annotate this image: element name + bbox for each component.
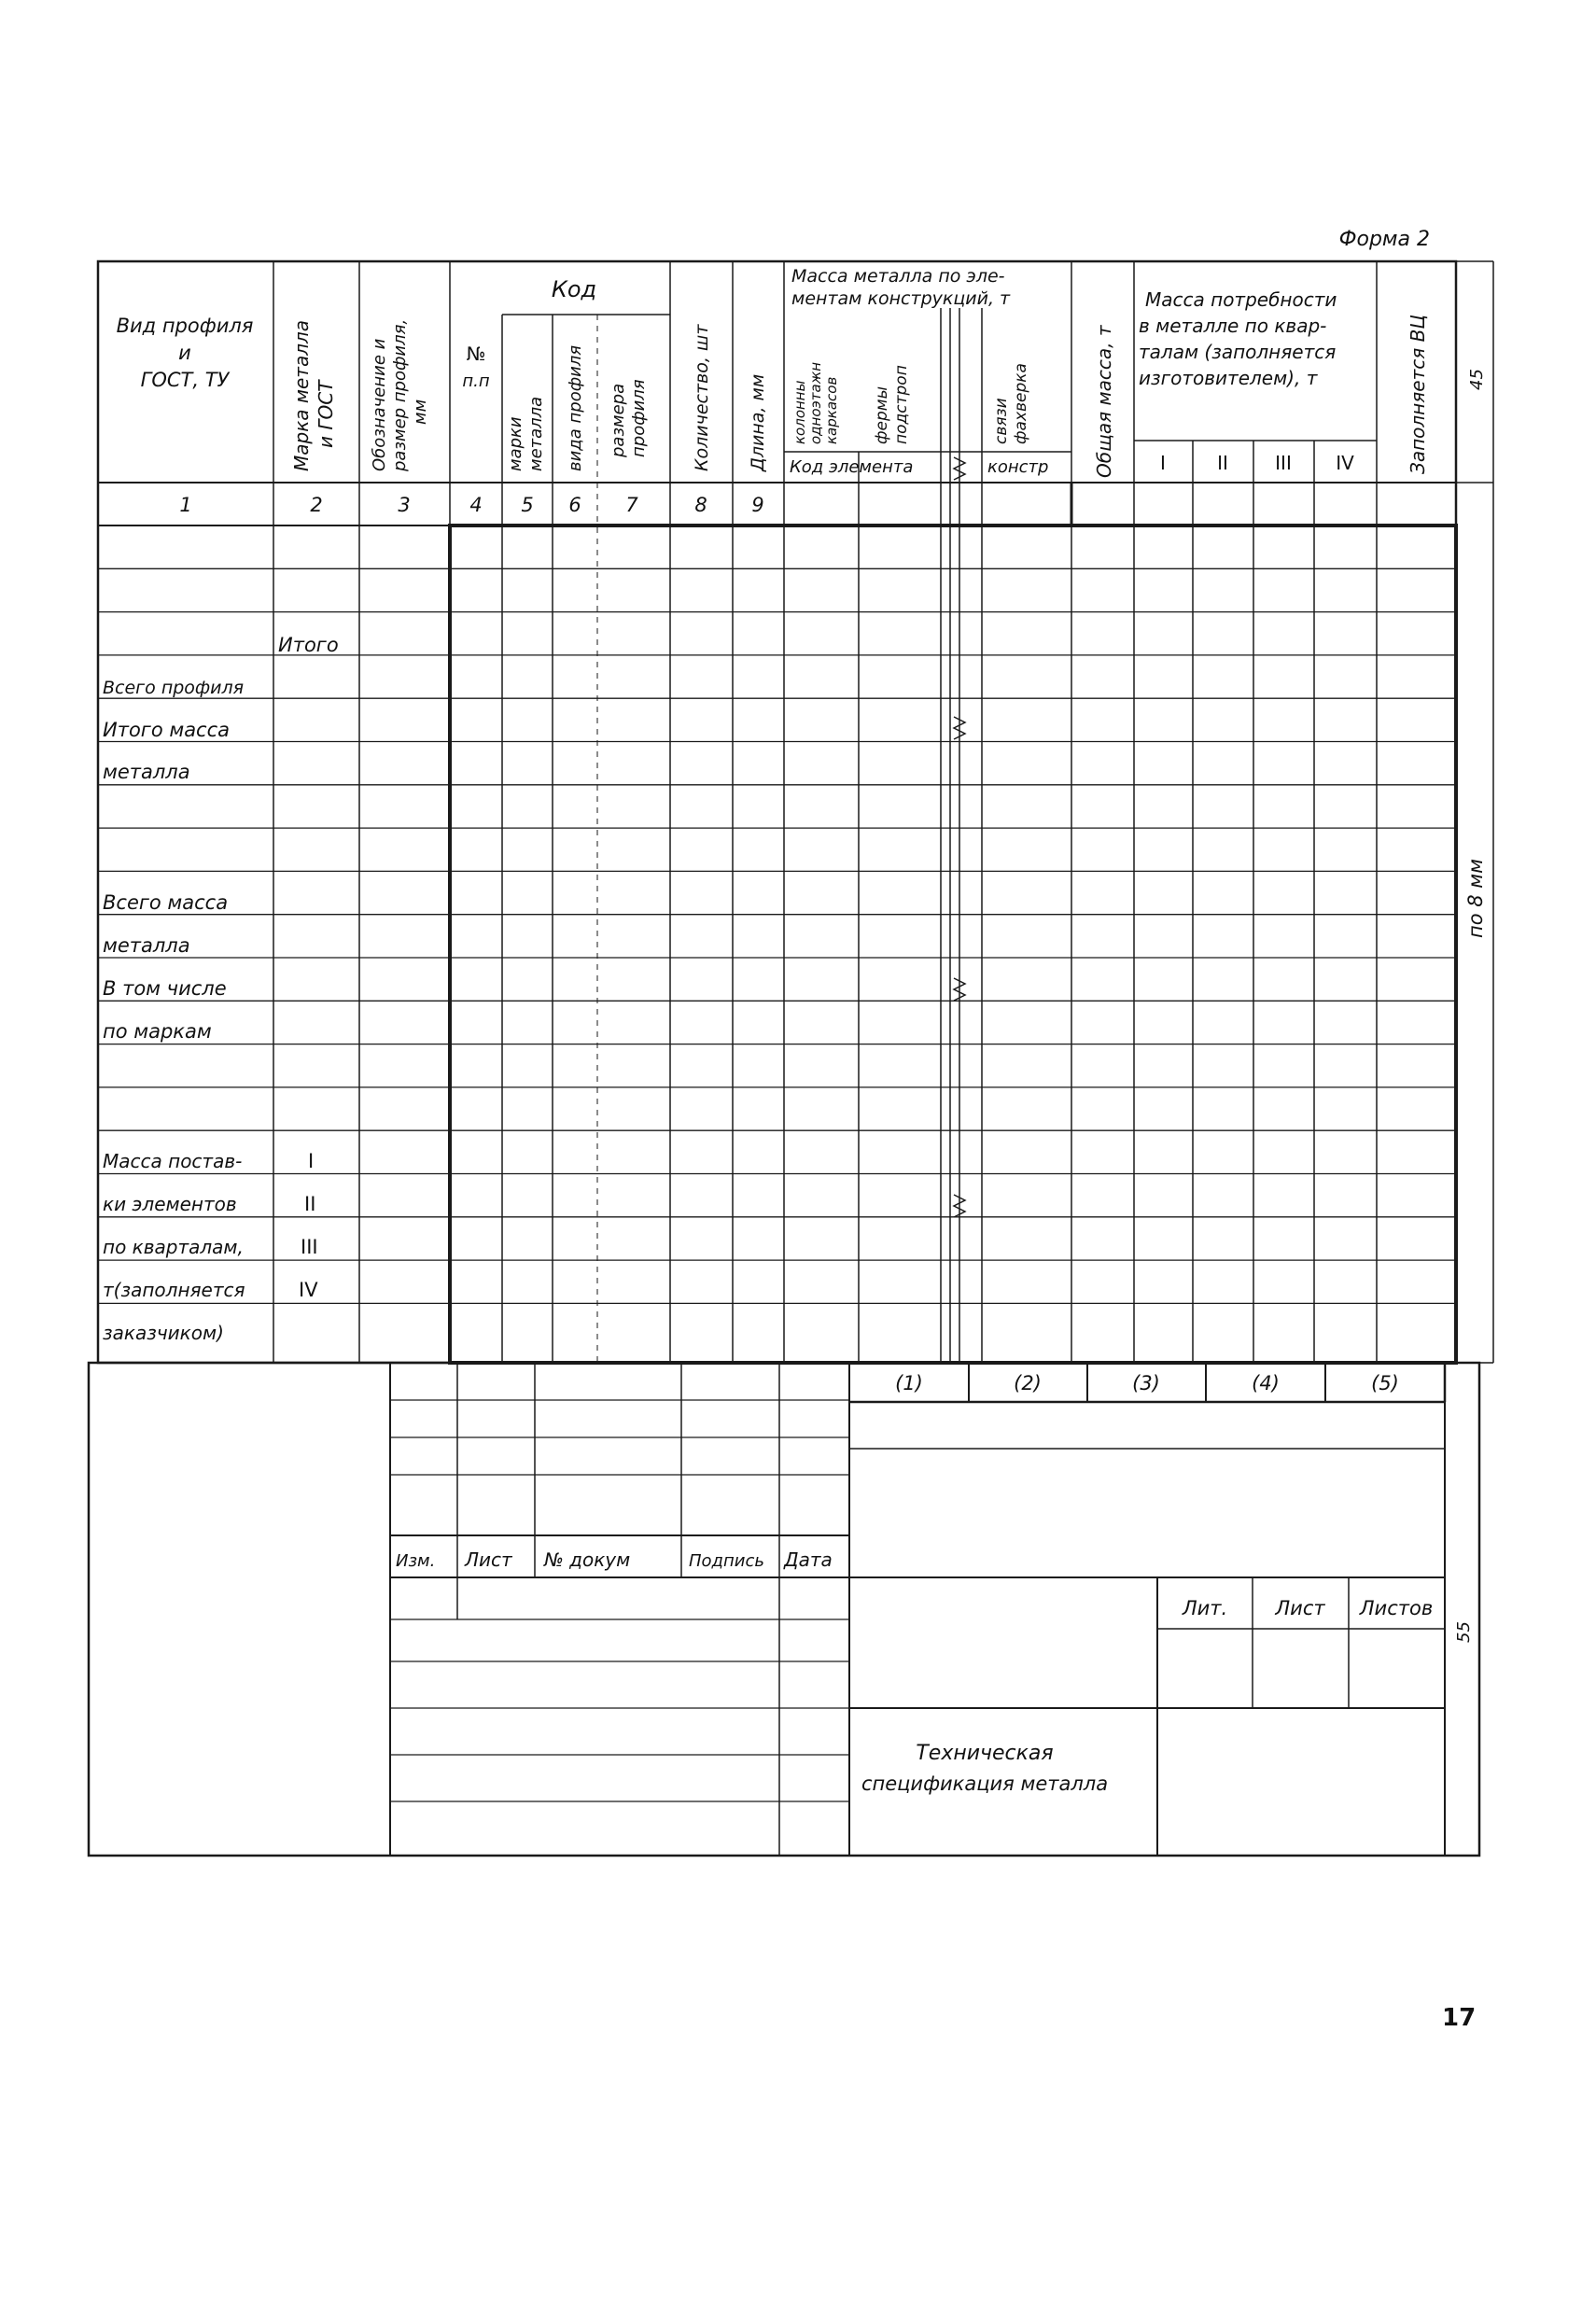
hdr-obshchaya: Общая масса, т <box>1093 325 1115 478</box>
hdr-massa-potr-1: Масса потребности <box>1145 288 1337 311</box>
hdr-kod: Код <box>551 276 597 302</box>
hdr-quarter-1: I <box>1160 452 1166 474</box>
hdr-oboznach-1: Обозначение и <box>370 338 389 471</box>
row-massa-postavki-3: по кварталам, <box>103 1236 244 1258</box>
hdr-massa-elem-1: Масса металла по эле- <box>791 266 1005 287</box>
hdr-oboznach-2: размер профиля, <box>390 318 410 471</box>
row-quarter-3: III <box>301 1236 318 1258</box>
column-number: 7 <box>625 494 638 516</box>
tb-title-2: спецификация металла <box>861 1773 1109 1795</box>
hdr-kod-razmera-2: профиля <box>629 379 649 457</box>
hdr-svyazi-1: связи <box>992 398 1011 444</box>
tb-data: Дата <box>784 1548 833 1571</box>
column-number: 6 <box>568 494 581 516</box>
row-massa-postavki-4: т(заполняется <box>103 1279 245 1301</box>
hdr-kod-razmera-1: размера <box>609 383 628 457</box>
row-vsego-massa-1: Всего масса <box>103 891 229 914</box>
hdr-quarter-2: II <box>1217 452 1228 474</box>
tb-izm: Изм. <box>396 1551 436 1571</box>
hdr-konstr: констр <box>987 457 1049 477</box>
hdr-vc: Заполняется ВЦ <box>1407 315 1429 474</box>
hdr-svyazi-2: фахверка <box>1012 363 1030 444</box>
column-number: 8 <box>694 494 707 516</box>
dim-55: 55 <box>1454 1621 1474 1643</box>
row-itogo: Итого <box>278 634 339 656</box>
tb-list-r: Лист <box>1275 1597 1325 1619</box>
column-number: 5 <box>521 494 534 516</box>
column-number: 9 <box>751 494 764 516</box>
tb-list: Лист <box>465 1548 512 1571</box>
row-massa-postavki-5: заказчиком) <box>103 1322 224 1344</box>
hdr-massa-potr-4: изготовителем), т <box>1139 367 1318 389</box>
title-block <box>89 1363 1479 1856</box>
column-number: 4 <box>469 494 483 516</box>
dim-8mm: по 8 мм <box>1464 859 1487 938</box>
page-number: 17 <box>1442 2004 1477 2032</box>
tb-col-3: (3) <box>1132 1372 1160 1394</box>
form-label: Форма 2 <box>1338 228 1430 251</box>
tb-title-1: Техническая <box>916 1742 1054 1765</box>
tb-listov: Листов <box>1359 1597 1434 1619</box>
row-v-tom-chisle-1: В том числе <box>103 977 227 1000</box>
column-number: 2 <box>310 494 323 516</box>
row-itogo-massa-2: металла <box>103 761 190 783</box>
hdr-num-2: п.п <box>462 371 490 391</box>
hdr-dlina: Длина, мм <box>748 373 768 471</box>
tb-col-1: (1) <box>895 1372 923 1394</box>
hdr-massa-potr-3: талам (заполняется <box>1139 341 1337 363</box>
tb-col-5: (5) <box>1371 1372 1399 1394</box>
hdr-vid-profile-3: ГОСТ, ТУ <box>140 369 230 391</box>
tb-col-4: (4) <box>1252 1372 1280 1394</box>
hdr-marka-2: и ГОСТ <box>315 380 337 448</box>
row-itogo-massa-1: Итого масса <box>103 719 231 741</box>
hdr-massa-elem-2: ментам конструкций, т <box>791 288 1011 309</box>
hdr-vid-profile-2: и <box>178 342 191 364</box>
tb-podpis: Подпись <box>689 1551 764 1571</box>
row-quarter-2: II <box>304 1193 316 1215</box>
hdr-num-1: № <box>466 343 486 365</box>
hdr-oboznach-3: мм <box>411 399 430 425</box>
row-vsego-profilya: Всего профиля <box>103 678 245 698</box>
tb-col-2: (2) <box>1014 1372 1042 1394</box>
hdr-kolonny-1: колонны <box>791 380 808 444</box>
hdr-kolonny-3: каркасов <box>823 376 840 444</box>
column-number: 3 <box>398 494 411 516</box>
column-number: 1 <box>179 494 192 516</box>
hdr-fermy-2: подстроп <box>892 365 911 444</box>
row-quarter-4: IV <box>299 1279 318 1301</box>
tb-lit: Лит. <box>1182 1597 1228 1619</box>
row-quarter-1: I <box>308 1150 315 1172</box>
row-massa-postavki-2: ки элементов <box>103 1193 237 1215</box>
hdr-fermy-1: фермы <box>873 385 891 444</box>
hdr-kod-marki-1: марки <box>506 416 525 471</box>
hdr-vid-profile-1: Вид профиля <box>116 315 254 337</box>
row-vsego-massa-2: металла <box>103 934 190 957</box>
hdr-kolichestvo: Количество, шт <box>692 324 712 471</box>
data-rows <box>98 568 1456 1303</box>
hdr-marka-1: Марка металла <box>290 319 313 471</box>
row-v-tom-chisle-2: по маркам <box>103 1020 212 1043</box>
hdr-kod-vida: вида профиля <box>566 344 585 471</box>
hdr-kod-elementa: Код элемента <box>790 457 914 477</box>
hdr-kolonny-2: одноэтажн <box>807 361 824 444</box>
column-numbers <box>179 494 763 516</box>
tb-num-dokum: № докум <box>544 1548 631 1571</box>
hdr-massa-potr-2: в металле по квар- <box>1139 315 1327 337</box>
dim-45: 45 <box>1467 369 1487 390</box>
hdr-quarter-3: III <box>1275 452 1292 474</box>
row-massa-postavki-1: Масса постав- <box>103 1150 243 1172</box>
hdr-quarter-4: IV <box>1336 452 1354 474</box>
hdr-kod-marki-2: металла <box>526 396 546 471</box>
